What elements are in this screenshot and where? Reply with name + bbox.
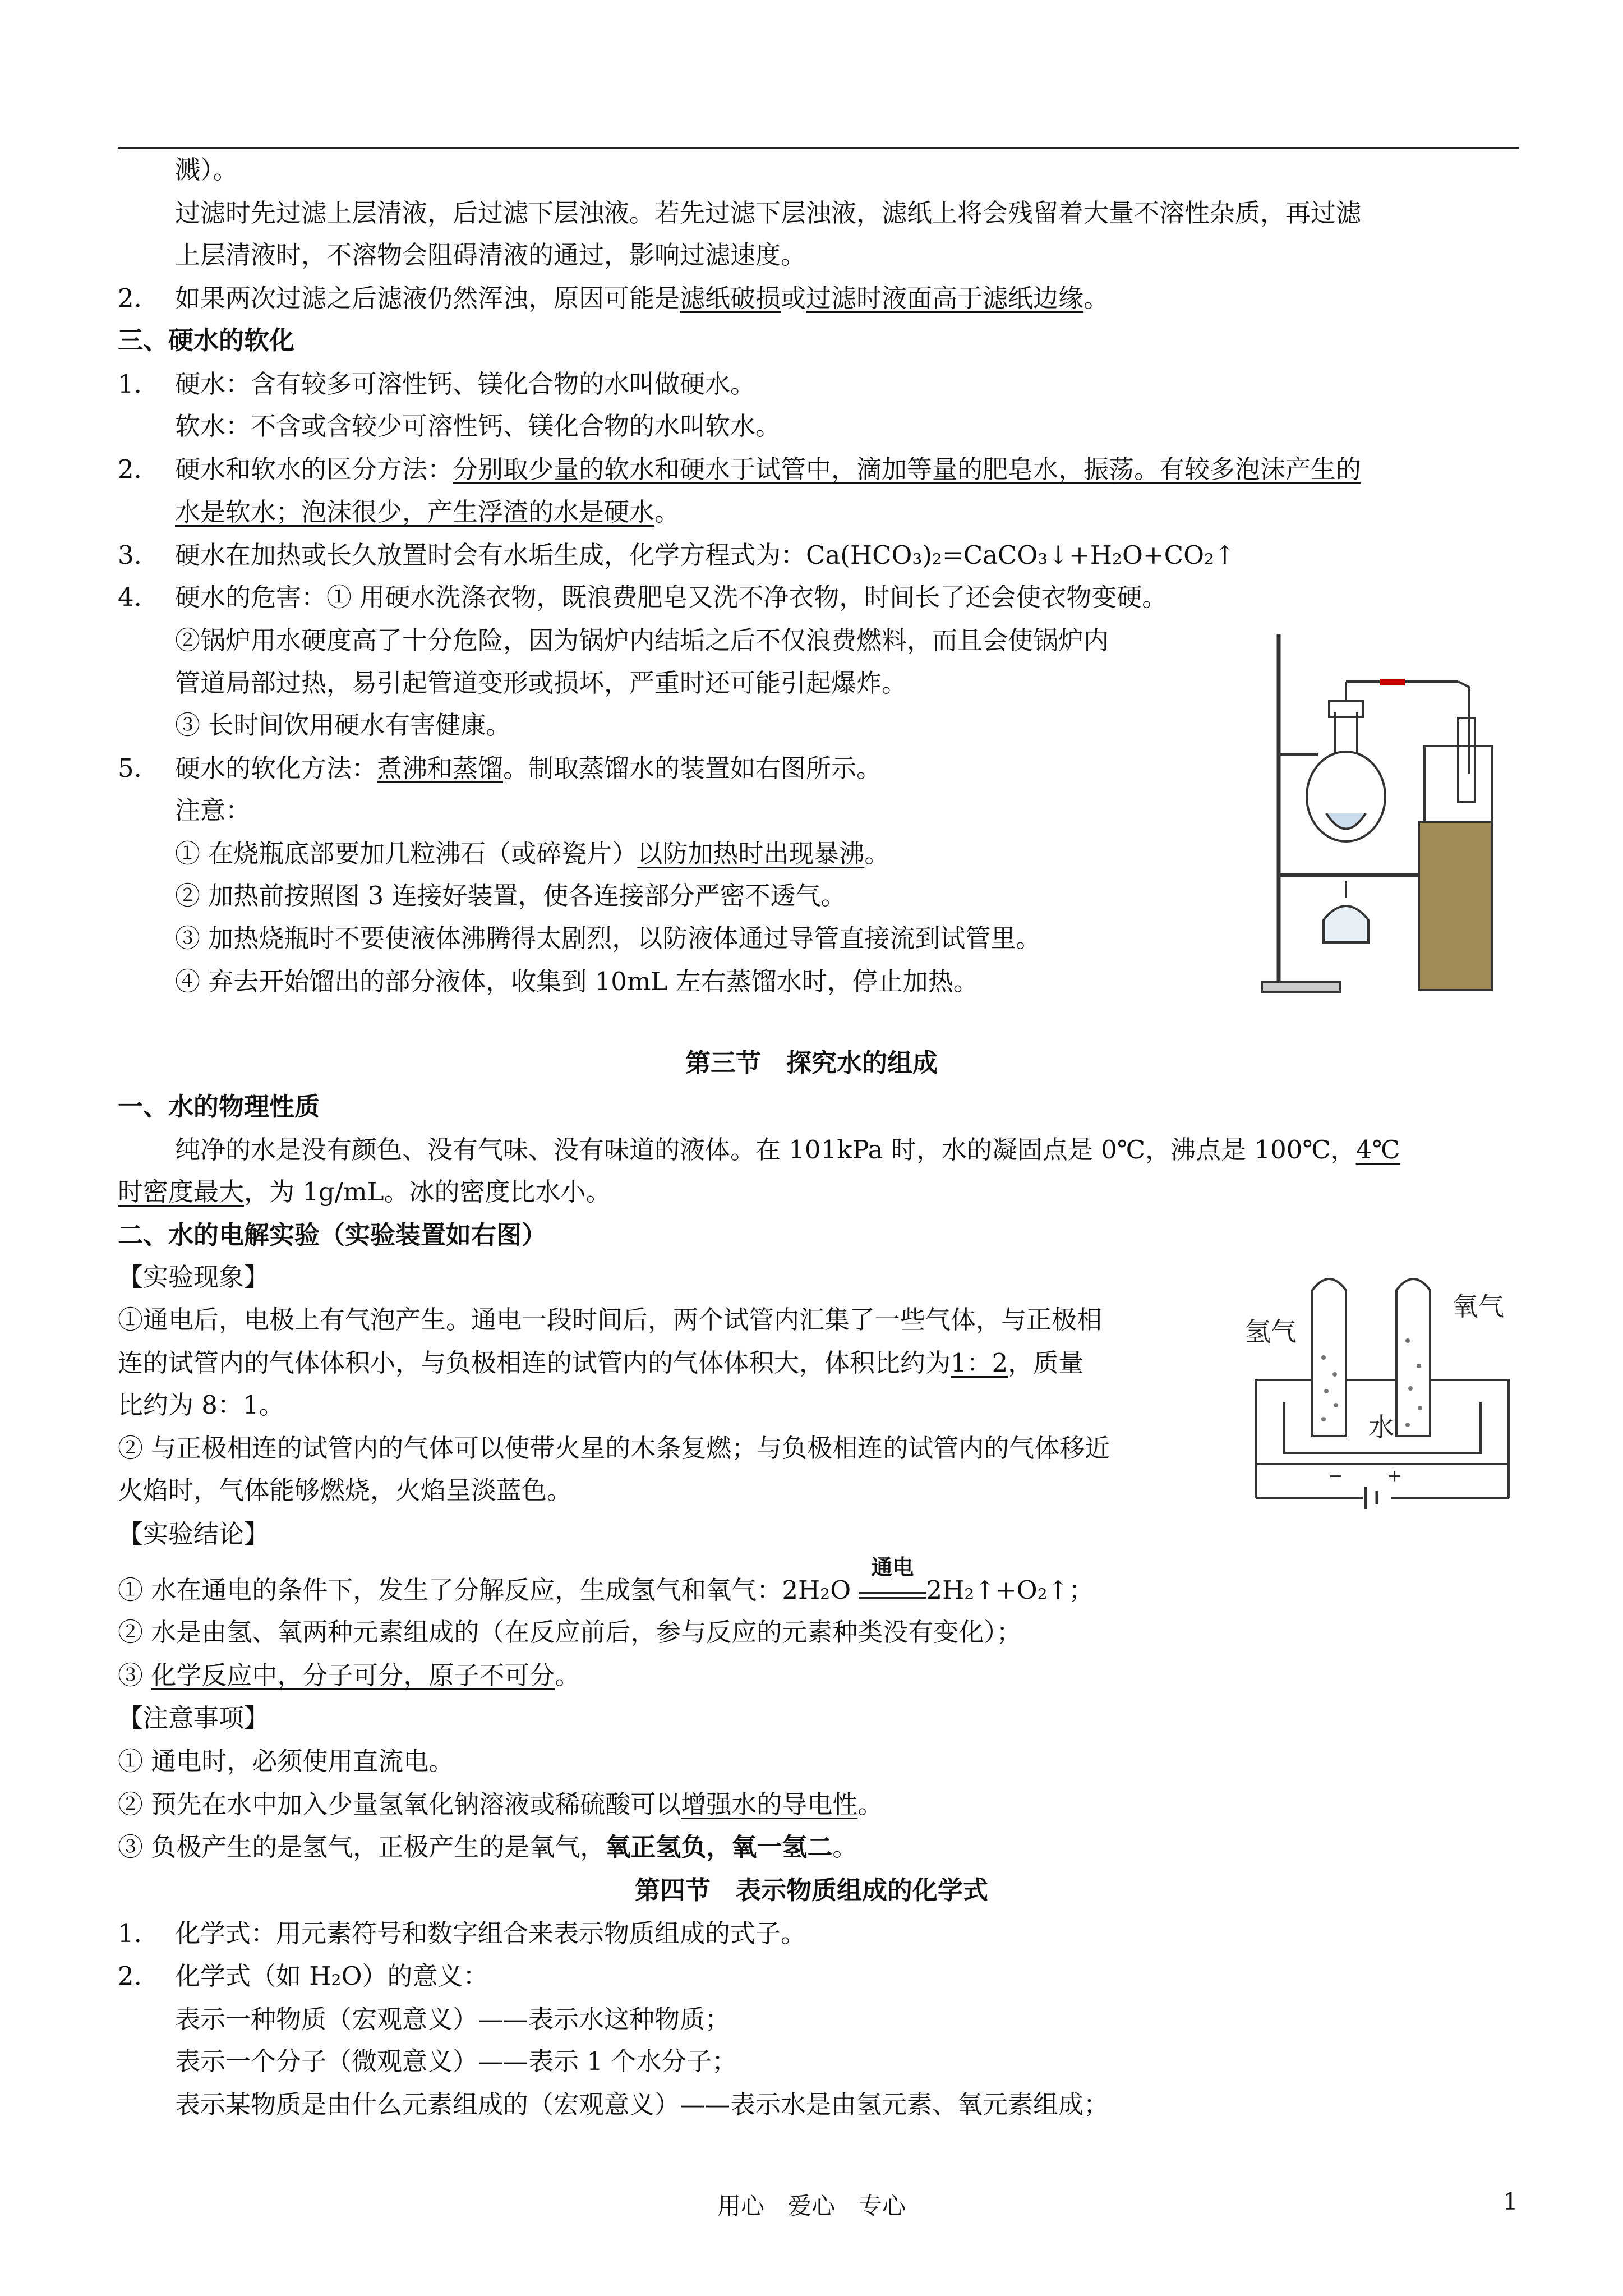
phenomenon-2-cont: 火焰时，气体能够燃烧，火焰呈淡蓝色。	[118, 1475, 573, 1505]
distinguish-method-cont: 水是软水；泡沫很少，产生浮渣的水是硬水。	[175, 497, 680, 527]
list-number: 2.	[118, 1961, 142, 1991]
hard-water-def: 硬水：含有较多可溶性钙、镁化合物的水叫做硬水。	[175, 369, 756, 399]
hydrogen-label: 氢气	[1245, 1317, 1297, 1346]
attention-1: ① 通电时，必须使用直流电。	[118, 1746, 454, 1776]
hazard-2-cont: 管道局部过热，易引起管道变形或损坏，严重时还可能引起爆炸。	[175, 668, 907, 698]
list-number: 5.	[118, 753, 142, 783]
reaction-condition: 通电	[859, 1576, 926, 1599]
water-label: 水	[1368, 1412, 1394, 1442]
hazard-1: 硬水的危害：① 用硬水洗涤衣物，既浪费肥皂又洗不净衣物，时间长了还会使衣物变硬。	[175, 582, 1168, 612]
list-number: 1.	[118, 1918, 142, 1948]
list-number: 1.	[118, 369, 142, 399]
list-number: 2.	[118, 454, 142, 484]
negative-terminal: −	[1329, 1464, 1343, 1489]
phenomenon-1-cont: 连的试管内的气体体积小，与负极相连的试管内的气体体积大，体积比约为1：2，质量	[118, 1348, 1084, 1378]
note-1: ① 在烧瓶底部要加几粒沸石（或碎瓷片）以防加热时出现暴沸。	[175, 839, 890, 868]
note-title: 注意：	[175, 795, 251, 825]
formula-meaning-2: 表示一个分子（微观意义）——表示 1 个水分子；	[175, 2046, 737, 2076]
scale-equation: 硬水在加热或长久放置时会有水垢生成，化学方程式为：Ca(HCO₃)₂=CaCO₃↓+H₂O+CO₂↑	[175, 540, 1235, 570]
conclusion-title: 【实验结论】	[118, 1519, 270, 1549]
page-number: 1	[1503, 2188, 1518, 2215]
phenomenon-title: 【实验现象】	[118, 1262, 270, 1292]
formula-meaning-1: 表示一种物质（宏观意义）——表示水这种物质；	[175, 2004, 731, 2034]
note-4: ④ 弃去开始馏出的部分液体，收集到 10mL 左右蒸馏水时，停止加热。	[175, 967, 979, 996]
softening-method: 硬水的软化方法：煮沸和蒸馏。制取蒸馏水的装置如右图所示。	[175, 753, 882, 783]
attention-2: ② 预先在水中加入少量氢氧化钠溶液或稀硫酸可以增强水的导电性。	[118, 1789, 883, 1819]
section-heading: 第三节 探究水的组成	[685, 1048, 938, 1078]
header-rule	[118, 147, 1519, 149]
list-number: 4.	[118, 582, 142, 612]
physical-properties-cont: 时密度最大，为 1g/mL。冰的密度比水小。	[118, 1177, 611, 1207]
electrolysis-diagram	[1245, 1268, 1520, 1526]
positive-terminal: +	[1388, 1464, 1401, 1489]
list-number: 2.	[118, 283, 142, 313]
phenomenon-1-end: 比约为 8：1。	[118, 1390, 284, 1420]
attention-3: ③ 负极产生的是氢气，正极产生的是氧气，氧正氢负，氧一氢二。	[118, 1832, 858, 1862]
phenomenon-1: ①通电后，电极上有气泡产生。通电一段时间后，两个试管内汇集了一些气体，与正极相	[118, 1305, 1103, 1335]
formula-definition: 化学式：用元素符号和数字组合来表示物质组成的式子。	[175, 1918, 806, 1948]
page-footer: 用心 爱心 专心	[717, 2192, 906, 2220]
conclusion-2: ② 水是由氢、氧两种元素组成的（在反应前后，参与反应的元素种类没有变化）；	[118, 1617, 1022, 1647]
list-number: 3.	[118, 540, 142, 570]
note-3: ③ 加热烧瓶时不要使液体沸腾得太剧烈，以防液体通过导管直接流到试管里。	[175, 923, 1041, 953]
section-title: 三、硬水的软化	[118, 325, 295, 355]
filter-note-line: 过滤时先过滤上层清液，后过滤下层浊液。若先过滤下层浊液，滤纸上将会残留着大量不溶性杂质，再过滤	[175, 198, 1362, 228]
section-heading: 第四节 表示物质组成的化学式	[634, 1875, 988, 1905]
conclusion-1: ① 水在通电的条件下，发生了分解反应，生成氢气和氧气：2H₂O 通电 2H₂↑+O₂↑；	[118, 1556, 1094, 1605]
distillation-apparatus-diagram	[1251, 628, 1520, 999]
distinguish-method: 硬水和软水的区分方法：分别取少量的软水和硬水于试管中，滴加等量的肥皂水，振荡。有较多泡沫产生的	[175, 454, 1362, 484]
phenomenon-2: ② 与正极相连的试管内的气体可以使带火星的木条复燃；与负极相连的试管内的气体移近	[118, 1433, 1110, 1463]
top-fragment: 溅）。	[175, 155, 238, 185]
oxygen-label: 氧气	[1453, 1292, 1504, 1321]
filter-item-2: 如果两次过滤之后滤液仍然浑浊，原因可能是滤纸破损或过滤时液面高于滤纸边缘。	[175, 283, 1109, 313]
attention-title: 【注意事项】	[118, 1703, 270, 1733]
note-2: ② 加热前按照图 3 连接好装置，使各连接部分严密不透气。	[175, 881, 846, 910]
formula-meaning-3: 表示某物质是由什么元素组成的（宏观意义）——表示水是由氢元素、氧元素组成；	[175, 2090, 1109, 2119]
physical-properties: 纯净的水是没有颜色、没有气味、没有味道的液体。在 101kPa 时，水的凝固点是 0℃，沸点是 100℃，4℃	[175, 1135, 1400, 1165]
soft-water-def: 软水：不含或含较少可溶性钙、镁化合物的水叫软水。	[175, 411, 781, 441]
hazard-2: ②锅炉用水硬度高了十分危险，因为锅炉内结垢之后不仅浪费燃料，而且会使锅炉内	[175, 625, 1109, 655]
hazard-3: ③ 长时间饮用硬水有害健康。	[175, 710, 511, 740]
section-title: 二、水的电解实验（实验装置如右图）	[118, 1220, 547, 1250]
formula-meaning-title: 化学式（如 H₂O）的意义：	[175, 1961, 488, 1991]
conclusion-3: ③ 化学反应中，分子可分，原子不可分。	[118, 1660, 580, 1690]
section-title: 一、水的物理性质	[118, 1092, 320, 1121]
filter-note-line: 上层清液时，不溶物会阻碍清液的通过，影响过滤速度。	[175, 240, 806, 270]
